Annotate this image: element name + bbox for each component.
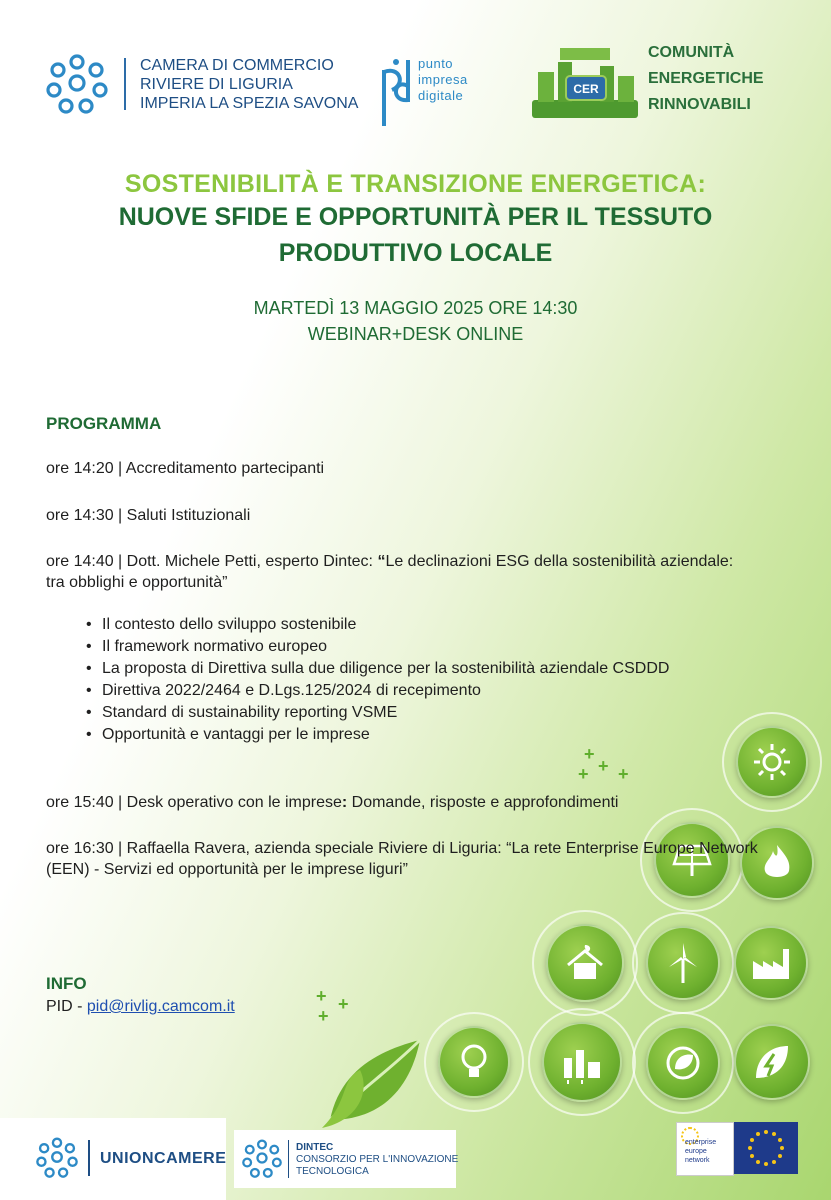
camera-divider [124,58,126,110]
camera-line-3: IMPERIA LA SPEZIA SAVONA [140,95,359,112]
program-item-4-colon: : [341,794,348,811]
program-item-5: ore 16:30 | Raffaella Ravera, azienda speciale Riviere di Liguria: “La rete Enterprise Europe Network (EEN) - Servizi ed opportunità per le imprese liguri” [46,840,758,878]
unioncamere-divider [88,1140,90,1176]
camera-commercio-name [140,56,358,113]
program-item-1: ore 14:20 | Accreditamento partecipanti [46,460,325,477]
dintec-logo [234,1130,459,1188]
event-details [0,295,831,347]
recycle-leaf-icon [646,1026,720,1100]
cer-name [648,40,764,118]
unioncamere-name: UNIONCAMERE [100,1150,227,1167]
lightbulb-icon [438,1026,510,1098]
plus-deco: + [318,1006,329,1026]
program-bullet: • La proposta di Direttiva sulla due diligence per la sostenibilità aziendale CSDDD [86,658,702,680]
pid-line-1: punto [418,56,454,71]
plus-deco: + [584,744,595,764]
info-heading: INFO [46,974,87,993]
dintec-subtitle-1: CONSORZIO PER L'INNOVAZIONE [296,1154,459,1165]
cer-line-2: ENERGETICHE [648,70,764,87]
wind-turbine-icon [646,926,720,1000]
cer-badge: CER [573,82,599,96]
event-title [0,170,831,271]
dintec-divider [288,1140,289,1178]
program-item-4 [46,794,618,812]
info-label: PID - [46,998,87,1015]
een-logo [676,1122,800,1174]
pid-name [418,56,468,104]
event-date: MARTEDÌ 13 MAGGIO 2025 ORE 14:30 [253,298,578,318]
camera-commercio-logo-icon [46,52,108,114]
program-heading: PROGRAMMA [46,414,162,433]
een-line-1: enterprise [685,1139,717,1146]
cer-line-1: COMUNITÀ [648,44,735,61]
camera-line-1: CAMERA DI COMMERCIO [140,57,334,74]
plus-deco: + [598,756,609,776]
eu-flag-icon [734,1122,798,1174]
pid-line-3: digitale [418,88,464,103]
plus-deco: + [316,986,327,1006]
plus-deco: + [618,764,629,784]
event-format: WEBINAR+DESK ONLINE [307,324,524,344]
program-bullet: • Standard di sustainability reporting VSME [86,702,702,724]
program-item-3-quote: “ [377,553,386,570]
dintec-subtitle-2: TECNOLOGICA [296,1166,369,1177]
unioncamere-logo-icon [36,1136,78,1178]
een-line-2: europe [685,1148,707,1155]
pid-line-2: impresa [418,72,468,87]
power-plant-icon [542,1022,622,1102]
factory-icon [734,926,808,1000]
program-item-3 [46,551,746,593]
dintec-logo-icon [242,1138,282,1178]
program-bullet: • Opportunità e vantaggi per le imprese [86,724,702,746]
program-bullet: • Il framework normativo europeo [86,636,702,658]
program-item-4-prefix: ore 15:40 | Desk operativo con le imprese [46,794,342,811]
sun-icon [736,726,808,798]
title-line-3: PRODUTTIVO LOCALE [278,239,553,267]
program-item-3-prefix: ore 14:40 | Dott. Michele Petti, esperto Dintec: [46,553,378,570]
program-bullet: • Il contesto dello sviluppo sostenibile [86,614,702,636]
cer-line-3: RINNOVABILI [648,96,751,113]
email-link[interactable]: pid@rivlig.camcom.it [86,998,235,1015]
program-item-4-rest: Domande, risposte e approfondimenti [347,794,619,811]
plus-deco: + [338,994,349,1014]
program-bullet-list [86,614,702,746]
een-line-3: network [685,1157,710,1164]
eco-house-icon [546,924,624,1002]
cer-city-icon [530,42,640,122]
plus-deco: + [578,764,589,784]
title-line-2: NUOVE SFIDE E OPPORTUNITÀ PER IL TESSUTO [118,203,713,231]
title-line-1: SOSTENIBILITÀ E TRANSIZIONE ENERGETICA: [124,170,707,198]
leaf-icon [320,1030,430,1130]
camera-line-2: RIVIERE DI LIGURIA [140,76,293,93]
info-contact [46,998,235,1016]
dintec-name: DINTEC [296,1142,334,1153]
een-panel [676,1122,734,1176]
program-bullet: • Direttiva 2022/2464 e D.Lgs.125/2024 di recepimento [86,680,702,702]
energy-leaf-icon [734,1024,810,1100]
program-item-2: ore 14:30 | Saluti Istituzionali [46,507,251,524]
pid-logo-icon [378,56,414,128]
program-item-3-title: Le declinazioni ESG della sostenibilità aziendale: tra obblighi e opportunità” [46,553,734,591]
